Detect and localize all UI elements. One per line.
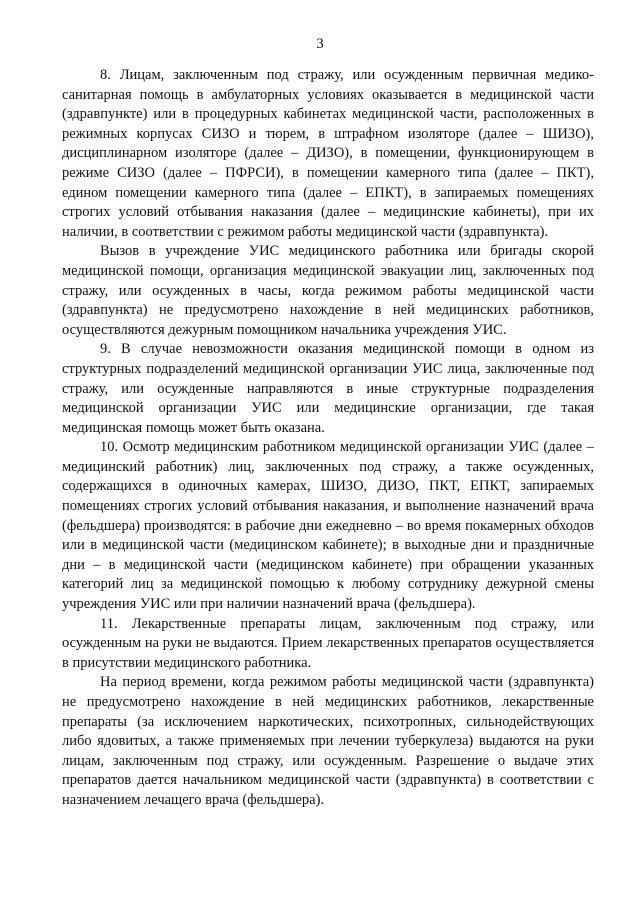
paragraph-8: 8. Лицам, заключенным под стражу, или осужденным первичная медико-санитарная помощь в амбулаторных условиях оказывается в медицинской части (здравпункте) или в процедурных кабинетах медицинской части, расположенных в режимных корпусах СИЗО и тюрем, в штрафном изоляторе (далее – ШИЗО), дисциплинарном изоляторе (далее – ДИЗО), в помещении, функционирующем в режиме СИЗО (далее – ПФРСИ), в помещении камерного типа (далее – ПКТ), едином помещении камерного типа (далее – ЕПКТ), в запираемых помещениях строгих условий отбывания наказания (далее – медицинские кабинеты), при их наличии, в соответствии с режимом работы медицинской части (здравпункта). (62, 67, 594, 240)
paragraph-11: 11. Лекарственные препараты лицам, заключенным под стражу, или осужденным на руки не выдаются. Прием лекарственных препаратов осуществляется в присутствии медицинского работника. (62, 615, 594, 671)
paragraph-9: 9. В случае невозможности оказания медицинской помощи в одном из структурных подразделений медицинской организации УИС лица, заключенные под стражу, или осужденные направляются в иные структурные подразделения медицинской организации УИС или медицинские организации, где такая медицинская помощь может быть оказана. (62, 341, 594, 436)
paragraph-medication-issue: На период времени, когда режимом работы медицинской части (здравпункта) не предусмотрено нахождение в ней медицинских работников, лекарственные препараты (за исключением наркотических, психотропных, сильнодействующих либо ядовитых, а также применяемых при лечении туберкулеза) выдаются на руки лицам, заключенным под стражу, или осужденным. Разрешение о выдаче этих препаратов дается начальником медицинской части (здравпункта) в соответствии с назначением лечащего врача (фельдшера). (62, 674, 594, 808)
paragraph-ambulance-call: Вызов в учреждение УИС медицинского работника или бригады скорой медицинской помощи, организация медицинской эвакуации лиц, заключенных под стражу, или осужденных в часы, когда режимом работы медицинской части (здравпункта) не предусмотрено нахождение в ней медицинских работников, осуществляются дежурным помощником начальника учреждения УИС. (62, 243, 594, 338)
paragraph-10: 10. Осмотр медицинским работником медицинской организации УИС (далее – медицинский работник) лиц, заключенных под стражу, а также осужденных, содержащихся в одиночных камерах, ШИЗО, ДИЗО, ПКТ, ЕПКТ, запираемых помещениях строгих условий отбывания наказания, и выполнение назначений врача (фельдшера) производятся: в рабочие дни ежедневно – во время покамерных обходов или в медицинской части (медицинском кабинете); в выходные дни и праздничные дни – в медицинской части (медицинском кабинете) при обращении указанных категорий лиц за медицинской помощью к любому сотруднику дежурной смены учреждения УИС или при наличии назначений врача (фельдшера). (62, 439, 594, 613)
document-body (62, 66, 594, 811)
page-number: 3 (316, 36, 324, 52)
